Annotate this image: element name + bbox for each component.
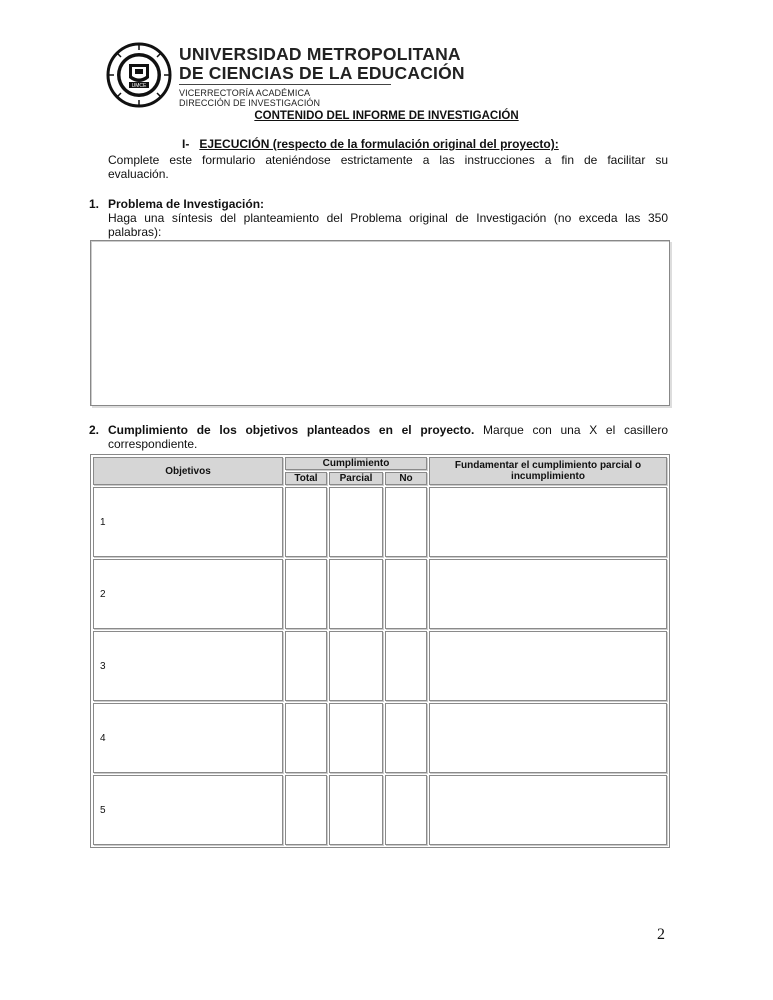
table-row [93, 775, 667, 845]
q1-instruction-line2: palabras): [108, 225, 162, 239]
header-total: Total [285, 472, 327, 485]
no-checkbox-cell[interactable] [385, 775, 427, 845]
no-checkbox-cell[interactable] [385, 559, 427, 629]
q2-heading [108, 423, 668, 438]
department-line1: VICERRECTORÍA ACADÉMICA [179, 88, 311, 98]
table-row [93, 559, 667, 629]
objective-cell[interactable]: 1 [93, 487, 283, 557]
justification-cell[interactable] [429, 559, 667, 629]
section-title: EJECUCIÓN (respecto de la formulación original del proyecto): [199, 137, 559, 151]
parcial-checkbox-cell[interactable] [329, 703, 383, 773]
justification-cell[interactable] [429, 775, 667, 845]
parcial-checkbox-cell[interactable] [329, 559, 383, 629]
header-fundamentar: Fundamentar el cumplimiento parcial o incumplimiento [429, 457, 667, 485]
no-checkbox-cell[interactable] [385, 631, 427, 701]
page-number: 2 [657, 926, 665, 943]
q1-instruction-line1: Haga una síntesis del planteamiento del Problema original de Investigación (no exceda las 350 [108, 211, 668, 225]
objective-cell[interactable]: 3 [93, 631, 283, 701]
logo-text: UMCE [131, 83, 147, 89]
total-checkbox-cell[interactable] [285, 703, 327, 773]
total-checkbox-cell[interactable] [285, 775, 327, 845]
section-heading [182, 137, 559, 151]
q2-instruction-line2: correspondiente. [108, 437, 198, 451]
header-objetivos: Objetivos [93, 457, 283, 485]
department-line2: DIRECCIÓN DE INVESTIGACIÓN [179, 98, 321, 108]
table-row [93, 703, 667, 773]
parcial-checkbox-cell[interactable] [329, 775, 383, 845]
objective-cell[interactable]: 4 [93, 703, 283, 773]
no-checkbox-cell[interactable] [385, 487, 427, 557]
header-cumplimiento: Cumplimiento [285, 457, 427, 470]
objective-cell[interactable]: 2 [93, 559, 283, 629]
header-no: No [385, 472, 427, 485]
document-title: CONTENIDO DEL INFORME DE INVESTIGACIÓN [254, 110, 519, 122]
total-checkbox-cell[interactable] [285, 487, 327, 557]
section-numeral: I- [182, 137, 190, 151]
section-intro-line2: evaluación. [108, 167, 169, 181]
justification-cell[interactable] [429, 487, 667, 557]
university-name-line2: DE CIENCIAS DE LA EDUCACIÓN [179, 63, 465, 83]
q1-title: Problema de Investigación: [108, 197, 265, 211]
header-parcial: Parcial [329, 472, 383, 485]
objective-cell[interactable]: 5 [93, 775, 283, 845]
parcial-checkbox-cell[interactable] [329, 487, 383, 557]
objectives-table [90, 454, 670, 848]
q1-answer-box[interactable] [90, 240, 670, 406]
section-intro-line1: Complete este formulario ateniéndose estrictamente a las instrucciones a fin de facilitar su [108, 153, 668, 167]
table-row [93, 487, 667, 557]
table-row [93, 631, 667, 701]
q2-number: 2. [89, 423, 100, 437]
no-checkbox-cell[interactable] [385, 703, 427, 773]
university-seal-logo [105, 42, 173, 108]
q2-title-rest: Marque con una X el casillero [474, 423, 668, 437]
q2-title-bold: Cumplimiento de los objetivos planteados en el proyecto. [108, 423, 475, 437]
justification-cell[interactable] [429, 631, 667, 701]
parcial-checkbox-cell[interactable] [329, 631, 383, 701]
header-divider [179, 84, 391, 85]
q1-number: 1. [89, 197, 100, 211]
total-checkbox-cell[interactable] [285, 559, 327, 629]
justification-cell[interactable] [429, 703, 667, 773]
total-checkbox-cell[interactable] [285, 631, 327, 701]
university-name-line1: UNIVERSIDAD METROPOLITANA [179, 44, 461, 64]
